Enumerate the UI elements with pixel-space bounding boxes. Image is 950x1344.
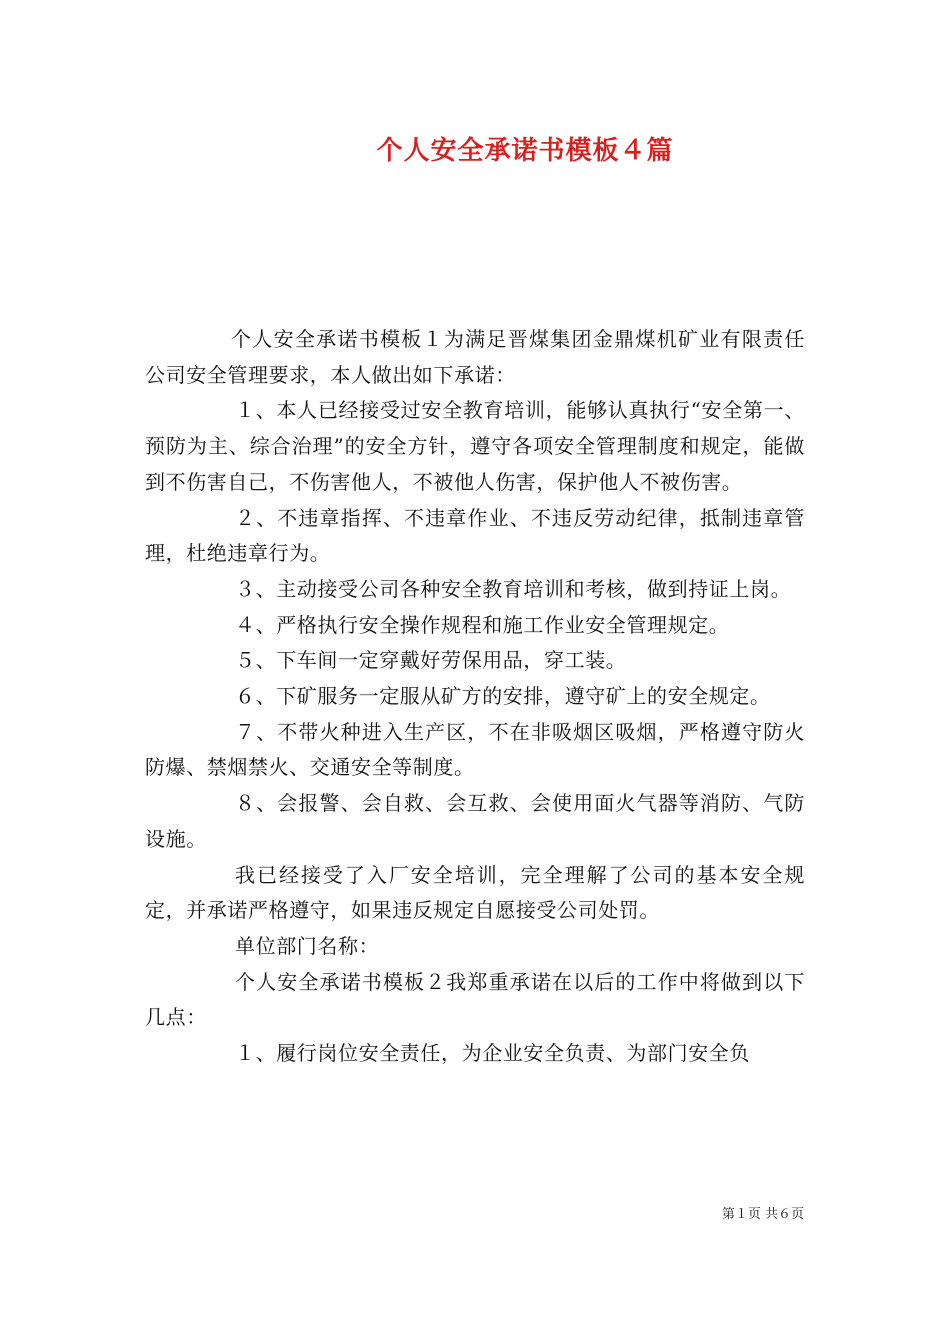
paragraph-item-7: ７、不带火种进入生产区，不在非吸烟区吸烟，严格遵守防火防爆、禁烟禁火、交通安全等制度。 [145,719,805,780]
paragraph-commitment: 我已经接受了入厂安全培训，完全理解了公司的基本安全规定，并承诺严格遵守，如果违反规定自愿接受公司处罚。 [145,862,805,923]
paragraph-item-3: ３、主动接受公司各种安全教育培训和考核，做到持证上岗。 [235,576,792,601]
paragraph-item-2-1: １、履行岗位安全责任，为企业安全负责、为部门安全负 [235,1041,750,1066]
paragraph-intro-2: 个人安全承诺书模板２我郑重承诺在以后的工作中将做到以下几点： [145,969,805,1030]
paragraph-item-4: ４、严格执行安全操作规程和施工作业安全管理规定。 [235,612,730,637]
page-number-footer: 第１页 共６页 [721,1207,804,1222]
paragraph-item-2: ２、不违章指挥、不违章作业、不违反劳动纪律，抵制违章管理，杜绝违章行为。 [145,505,805,566]
paragraph-item-6: ６、下矿服务一定服从矿方的安排，遵守矿上的安全规定。 [235,684,771,709]
paragraph-intro-1: 个人安全承诺书模板１为满足晋煤集团金鼎煤机矿业有限责任公司安全管理要求，本人做出如下承诺： [145,327,805,387]
paragraph-item-1: １、本人已经接受过安全教育培训，能够认真执行“安全第一、预防为主、综合治理”的安全方针，遵守各项安全管理制度和规定，能做到不伤害自己，不伤害他人，不被他人伤害，保护他人不被伤害。 [145,398,805,494]
paragraph-unit-name: 单位部门名称： [235,933,380,958]
document-body [145,322,805,1072]
document-title: 个人安全承诺书模板４篇 [376,136,674,166]
paragraph-item-5: ５、下车间一定穿戴好劳保用品，穿工装。 [235,648,627,673]
paragraph-item-8: ８、会报警、会自救、会互救、会使用面火气器等消防、气防设施。 [145,791,805,851]
